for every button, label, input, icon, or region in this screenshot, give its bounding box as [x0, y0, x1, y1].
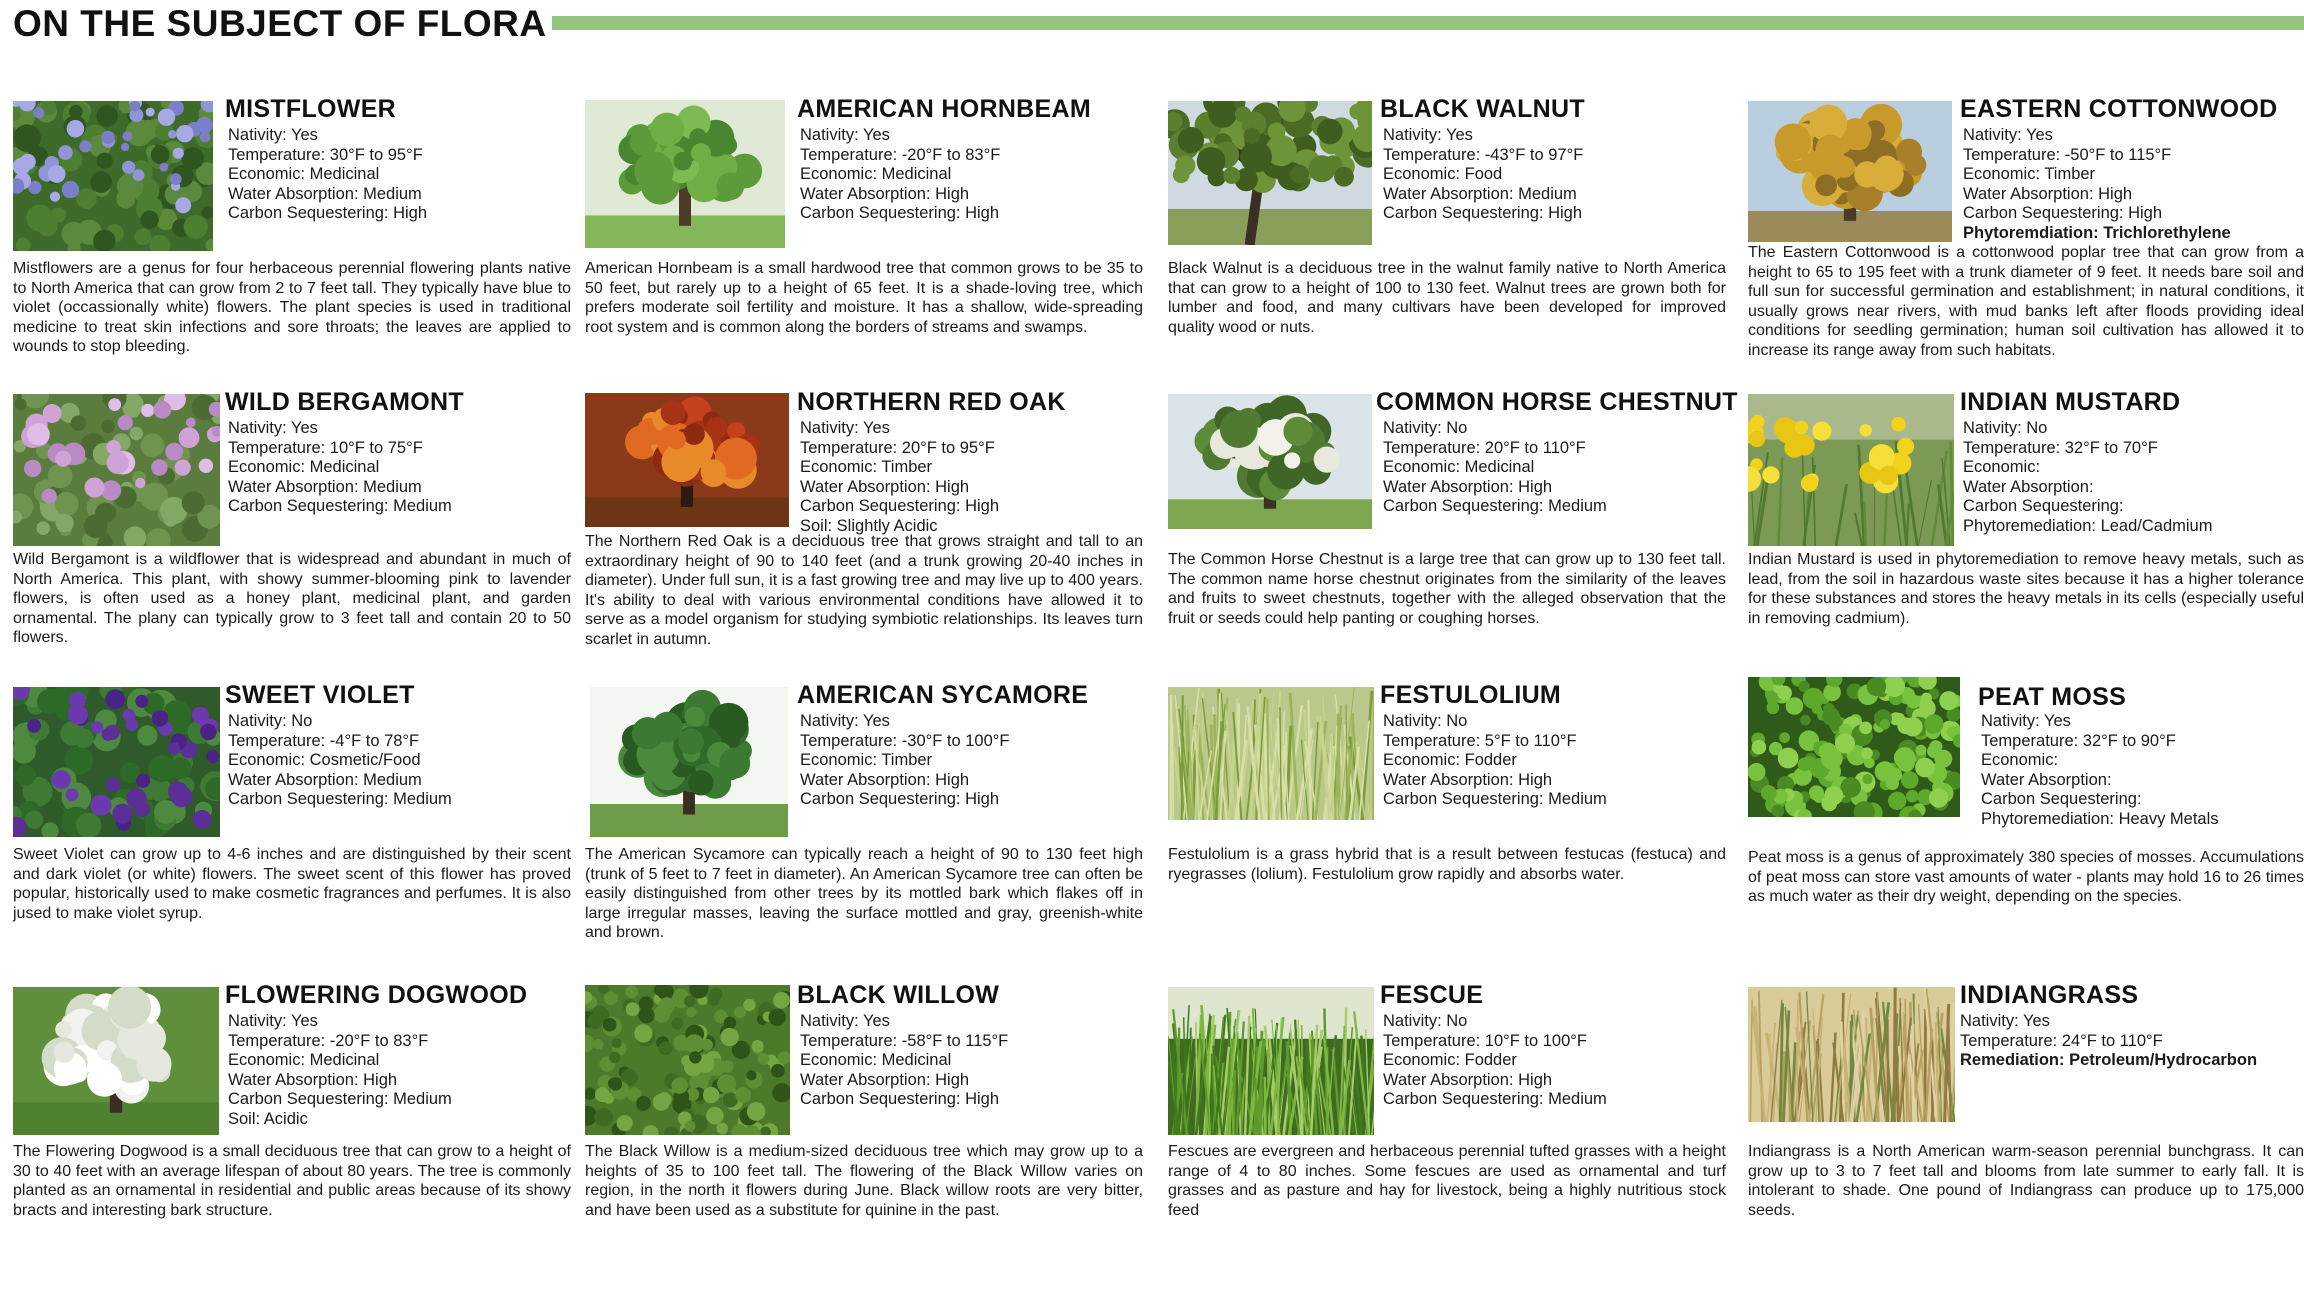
plant-card-wild-bergamont [13, 388, 573, 682]
plant-fact: Nativity: Yes [1981, 712, 2071, 730]
plant-facts [228, 126, 427, 224]
plant-fact: Nativity: Yes [1960, 1012, 2050, 1030]
plant-fact: Carbon Sequestering: High [228, 204, 428, 223]
plant-facts [228, 712, 452, 810]
plant-fact: Water Absorption: High [228, 1070, 398, 1089]
plant-fact: Temperature: -50°F to 115°F [1963, 145, 2172, 164]
plant-fact: Nativity: Yes [800, 126, 890, 144]
plant-fact: Phytoremediation: Heavy Metals [1981, 809, 2219, 828]
plant-fact: Carbon Sequestering: [1981, 790, 2142, 809]
plant-card-black-willow [585, 981, 1145, 1275]
plant-description: The Black Willow is a medium-sized deciduous tree which may grow up to a heights of 35 to 100 feet tall. The flowering of the Black Willow varies on region, in the north it flowers during June. Black willow roots are very bitter, and have been used as a substitute for quinine in the past. [585, 1143, 1143, 1219]
plant-name: SWEET VIOLET [225, 681, 415, 709]
sweet-violet-photo [13, 687, 220, 837]
plant-description: The Common Horse Chestnut is a large tree that can grow up to 130 feet tall. The common name horse chestnut originates from the similarity of the leaves and fruits to sweet chestnuts, together with the alleged observation that the fruit or seeds could help panting or coughing horses. [1168, 551, 1726, 627]
plant-fact: Economic: Timber [1963, 165, 2096, 184]
plant-description: Fescues are evergreen and herbaceous perennial tufted grasses with a height range of 4 to 80 inches. Some fescues are used as ornamental and turf grasses and as pasture and hay for livestock, being a highly nutritious stock feed [1168, 1143, 1726, 1219]
plant-fact: Carbon Sequestering: High [1383, 204, 1583, 223]
plant-fact: Water Absorption: High [800, 770, 970, 789]
american-hornbeam-photo [585, 100, 785, 248]
plant-facts [800, 419, 999, 537]
plant-fact: Nativity: Yes [1963, 126, 2053, 144]
plant-remediation-highlight: Remediation: Petroleum/Hydrocarbon [1960, 1051, 2258, 1070]
plant-remediation-highlight: Phytoremdiation: Trichlorethylene [1963, 223, 2231, 242]
plant-fact: Temperature: 32°F to 90°F [1981, 731, 2176, 750]
northern-red-oak-photo [585, 393, 789, 527]
plant-description: American Hornbeam is a small hardwood tree that common grows to be 35 to 50 feet, but rarely up to a height of 65 feet. It is a shade-loving tree, which prefers moderate soil fertility and moisture. It has a shallow, wide-spreading root system and is common along the borders of streams and swamps. [585, 260, 1143, 336]
plant-fact: Temperature: -58°F to 115°F [800, 1031, 1009, 1050]
eastern-cottonwood-photo [1748, 101, 1952, 242]
plant-fact: Economic: Timber [800, 751, 933, 770]
plant-fact: Carbon Sequestering: Medium [228, 497, 452, 516]
plant-fact: Water Absorption: [1963, 477, 2094, 496]
plant-description: The Northern Red Oak is a deciduous tree that grows straight and tall to an extraordinary height of 90 to 140 feet (and a trunk growing 20-40 inches in diameter). Under full sun, it is a fast growing tree and may live up to 400 years. It's ability to deal with various environmental conditions have allowed it to serve as a model organism for studying symbiotic relationships. Its leaves turn scarlet in autumn. [585, 533, 1143, 648]
plant-card-festulolium [1168, 681, 1728, 975]
mistflower-photo [13, 101, 213, 251]
plant-card-fescue [1168, 981, 1728, 1275]
plant-fact: Economic: Medicinal [228, 458, 380, 477]
plant-fact: Nativity: Yes [800, 1012, 890, 1030]
plant-fact: Water Absorption: High [1383, 1070, 1553, 1089]
flowering-dogwood-photo [13, 987, 219, 1135]
plant-fact: Economic: Food [1383, 165, 1503, 184]
plant-fact: Carbon Sequestering: Medium [1383, 790, 1607, 809]
plant-name: INDIANGRASS [1960, 981, 2139, 1009]
plant-fact: Phytoremediation: Lead/Cadmium [1963, 516, 2213, 535]
plant-fact: Nativity: Yes [800, 419, 890, 437]
plant-fact: Economic: [1963, 458, 2041, 477]
plant-fact: Nativity: No [1963, 419, 2048, 437]
page-title: ON THE SUBJECT OF FLORA [13, 3, 547, 44]
plant-fact: Water Absorption: Medium [228, 770, 422, 789]
plant-fact: Nativity: Yes [1383, 126, 1473, 144]
plant-card-eastern-cottonwood [1748, 95, 2304, 389]
indian-mustard-photo [1748, 394, 1954, 546]
plant-card-common-horse-chestnut [1168, 388, 1738, 682]
wild-bergamont-photo [13, 394, 220, 546]
plant-fact: Temperature: 24°F to 110°F [1960, 1031, 2163, 1050]
plant-card-indiangrass [1748, 981, 2304, 1275]
plant-facts [800, 1012, 1008, 1110]
plant-card-northern-red-oak [585, 388, 1145, 682]
plant-fact: Water Absorption: High [1963, 184, 2133, 203]
plant-fact: Economic: Medicinal [228, 1051, 380, 1070]
plant-fact: Nativity: No [1383, 419, 1468, 437]
plant-fact: Temperature: 30°F to 95°F [228, 145, 423, 164]
plant-fact: Economic: Cosmetic/Food [228, 751, 421, 770]
plant-facts [800, 126, 1000, 224]
plant-fact: Temperature: 10°F to 100°F [1383, 1031, 1587, 1050]
plant-facts [800, 712, 1009, 810]
plant-fact: Economic: Medicinal [228, 165, 380, 184]
plant-description: Black Walnut is a deciduous tree in the walnut family native to North America that can grow to a height of 100 to 130 feet. Walnut trees are grown both for lumber and food, and many cultivars have been developed for improved quality wood or nuts. [1168, 260, 1726, 336]
plant-name: FESCUE [1380, 981, 1484, 1009]
festulolium-photo [1168, 687, 1374, 820]
plant-fact: Nativity: Yes [800, 712, 890, 730]
plant-fact: Nativity: No [228, 712, 313, 730]
plant-facts [1963, 419, 2212, 537]
page-header [0, 0, 2304, 50]
plant-fact: Carbon Sequestering: Medium [228, 1090, 452, 1109]
plant-card-american-sycamore [585, 681, 1145, 975]
plant-description: Indian Mustard is used in phytoremediation to remove heavy metals, such as lead, from the soil in hazardous waste sites because it has a higher tolerance for these substances and stores the heavy metals in its cells (especially useful in removing cadmium). [1748, 551, 2304, 627]
black-willow-photo [585, 985, 790, 1135]
plant-fact: Carbon Sequestering: Medium [1383, 497, 1607, 516]
plant-facts [228, 419, 452, 517]
plant-facts [228, 1012, 452, 1130]
plant-fact: Temperature: -4°F to 78°F [228, 731, 420, 750]
plant-card-american-hornbeam [585, 95, 1145, 389]
plant-facts [1383, 1012, 1607, 1110]
plant-fact: Economic: Medicinal [800, 165, 952, 184]
common-horse-chestnut-photo [1168, 394, 1372, 529]
plant-name: AMERICAN HORNBEAM [797, 95, 1091, 123]
plant-card-sweet-violet [13, 681, 573, 975]
plant-fact: Carbon Sequestering: Medium [228, 790, 452, 809]
plant-fact: Carbon Sequestering: High [800, 790, 1000, 809]
plant-fact: Carbon Sequestering: High [1963, 204, 2163, 223]
plant-name: INDIAN MUSTARD [1960, 388, 2181, 416]
plant-name: WILD BERGAMONT [225, 388, 464, 416]
title-accent-rule [552, 16, 2304, 30]
plant-fact: Nativity: No [1383, 1012, 1468, 1030]
plant-fact: Economic: Medicinal [1383, 458, 1535, 477]
plant-facts [1963, 126, 2231, 244]
plant-fact: Water Absorption: High [800, 184, 970, 203]
plant-fact: Temperature: 5°F to 110°F [1383, 731, 1577, 750]
plant-description: Wild Bergamont is a wildflower that is widespread and abundant in much of North America. This plant, with showy summer-blooming pink to lavender flowers, is often used as a honey plant, medicinal plant, and garden ornamental. The plany can typically grow to 3 feet tall and contain 20 to 50 flowers. [13, 551, 571, 646]
plant-fact: Water Absorption: Medium [228, 184, 422, 203]
plant-fact: Temperature: 20°F to 110°F [1383, 438, 1586, 457]
plant-fact: Economic: [1981, 751, 2059, 770]
plant-card-mistflower [13, 95, 573, 389]
plant-fact: Water Absorption: High [1383, 770, 1553, 789]
plant-name: FESTULOLIUM [1380, 681, 1562, 709]
plant-fact: Temperature: 20°F to 95°F [800, 438, 995, 457]
plant-name: BLACK WILLOW [797, 981, 1000, 1009]
plant-fact: Temperature: 32°F to 70°F [1963, 438, 2158, 457]
plant-fact: Water Absorption: High [800, 477, 970, 496]
american-sycamore-photo [590, 687, 788, 837]
black-walnut-photo [1168, 101, 1372, 245]
peat-moss-photo [1748, 677, 1960, 817]
plant-fact: Nativity: Yes [228, 126, 318, 144]
plant-facts [1981, 712, 2219, 830]
plant-name: BLACK WALNUT [1380, 95, 1585, 123]
plant-description: The American Sycamore can typically reach a height of 90 to 130 feet high (trunk of 5 feet to 7 feet in diameter). An American Sycamore tree can often be easily distinguished from other trees by its mottled bark which flakes off in large irregular masses, leaving the surface mottled and gray, greenish-white and brown. [585, 846, 1143, 941]
plant-description: The Eastern Cottonwood is a cottonwood poplar tree that can grow from a height to 65 to 195 feet with a trunk diameter of 9 feet. It needs bare soil and full sun for successful germination and establishment; in natural conditions, it usually grows near rivers, with mud banks left after floods providing ideal conditions for seedling germination; human soil cultivation has allowed it to increase its range away from such habitats. [1748, 244, 2304, 359]
indiangrass-photo [1748, 987, 1955, 1122]
plant-fact: Water Absorption: High [1383, 477, 1553, 496]
plant-description: Indiangrass is a North American warm-season perennial bunchgrass. It can grow up to 3 to 7 feet tall and blooms from late summer to early fall. It is intolerant to shade. One pound of Indiangrass can produce up to 175,000 seeds. [1748, 1143, 2304, 1219]
plant-description: Peat moss is a genus of approximately 380 species of mosses. Accumulations of peat moss can store vast amounts of water - plants may hold 16 to 26 times as much water as their dry weight, depending on the species. [1748, 849, 2304, 905]
plant-fact: Economic: Medicinal [800, 1051, 952, 1070]
plant-fact: Temperature: -30°F to 100°F [800, 731, 1010, 750]
plant-card-black-walnut [1168, 95, 1728, 389]
plant-name: PEAT MOSS [1978, 683, 2127, 711]
plant-fact: Carbon Sequestering: [1963, 497, 2124, 516]
plant-fact: Temperature: -20°F to 83°F [228, 1031, 429, 1050]
plant-name: MISTFLOWER [225, 95, 397, 123]
plant-fact: Temperature: -43°F to 97°F [1383, 145, 1584, 164]
plant-description: Festulolium is a grass hybrid that is a result between festucas (festuca) and ryegrasses (lolium). Festulolium grow rapidly and absorbs water. [1168, 846, 1726, 883]
plant-fact: Carbon Sequestering: High [800, 204, 1000, 223]
plant-name: COMMON HORSE CHESTNUT [1376, 388, 1738, 416]
plant-fact: Economic: Fodder [1383, 1051, 1517, 1070]
plant-fact: Economic: Timber [800, 458, 933, 477]
plant-fact: Water Absorption: High [800, 1070, 970, 1089]
plant-fact: Carbon Sequestering: High [800, 1090, 1000, 1109]
plant-card-flowering-dogwood [13, 981, 573, 1275]
plant-fact: Carbon Sequestering: Medium [1383, 1090, 1607, 1109]
plant-name: EASTERN COTTONWOOD [1960, 95, 2278, 123]
plant-facts [1383, 126, 1583, 224]
plant-name: AMERICAN SYCAMORE [797, 681, 1089, 709]
plant-facts [1383, 419, 1607, 517]
plant-description: The Flowering Dogwood is a small deciduous tree that can grow to a height of 30 to 40 feet with an average lifespan of about 80 years. The tree is commonly planted as an ornamental in residential and public areas because of its showy bracts and interesting bark structure. [13, 1143, 571, 1219]
plant-name: FLOWERING DOGWOOD [225, 981, 528, 1009]
plant-description: Sweet Violet can grow up to 4-6 inches and are distinguished by their scent and dark violet (or white) flowers. The sweet scent of this flower has proved popular, historically used to make cosmetic fragrances and perfumes. It is also jused to make violet syrup. [13, 846, 571, 922]
plant-fact: Nativity: Yes [228, 419, 318, 437]
plant-fact: Nativity: No [1383, 712, 1468, 730]
plant-facts [1383, 712, 1607, 810]
plant-facts [1960, 1012, 2257, 1071]
plant-fact: Water Absorption: [1981, 770, 2112, 789]
plant-fact: Soil: Acidic [228, 1109, 308, 1128]
plant-fact: Carbon Sequestering: High [800, 497, 1000, 516]
plant-name: NORTHERN RED OAK [797, 388, 1066, 416]
plant-fact: Soil: Slightly Acidic [800, 516, 938, 535]
plant-fact: Economic: Fodder [1383, 751, 1517, 770]
plant-fact: Nativity: Yes [228, 1012, 318, 1030]
fescue-photo [1168, 987, 1374, 1135]
plant-card-peat-moss [1748, 685, 2304, 975]
plant-fact: Temperature: -20°F to 83°F [800, 145, 1001, 164]
plant-fact: Water Absorption: Medium [1383, 184, 1577, 203]
plant-card-indian-mustard [1748, 388, 2304, 682]
plant-fact: Water Absorption: Medium [228, 477, 422, 496]
plant-description: Mistflowers are a genus for four herbaceous perennial flowering plants native to North America that can grow from 2 to 7 feet tall. They typically have blue to violet (occassionally white) flowers. The plant species is used in traditional medicine to treat skin infections and sore throats; the leaves are applied to wounds to stop bleeding. [13, 260, 571, 355]
plant-fact: Temperature: 10°F to 75°F [228, 438, 423, 457]
